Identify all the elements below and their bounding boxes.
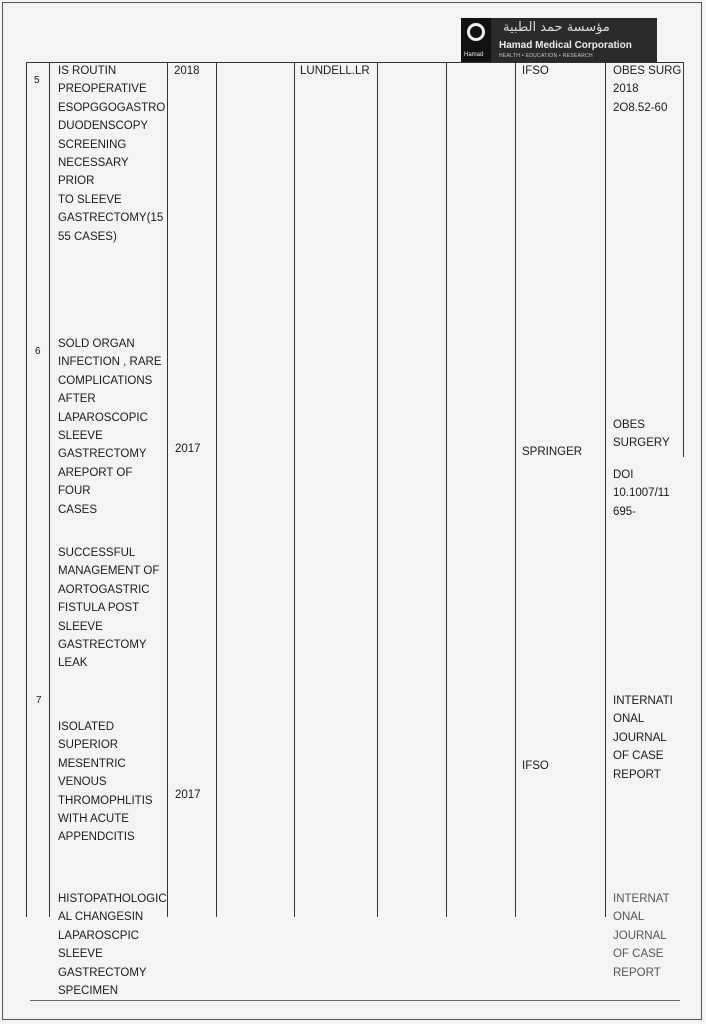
- article-society: IFSO: [522, 65, 549, 77]
- article-year: 2017: [175, 789, 201, 801]
- article-title: SOLD ORGAN INFECTION , RARE COMPLICATIONS AFTER LAPAROSCOPIC SLEEVE GASTRECTOMY AREPORT OF FOUR CASES: [58, 338, 162, 516]
- article-society: IFSO: [522, 760, 549, 772]
- article-society: SPRINGER: [522, 446, 583, 458]
- col-border-6: [446, 62, 447, 917]
- article-journal: INTERNATI ONAL JOURNAL OF CASE REPORT: [613, 695, 673, 781]
- col-border-3: [216, 62, 217, 917]
- logo-arabic-text: مؤسسة حمد الطبية: [503, 20, 610, 35]
- row-number: 6: [35, 346, 41, 357]
- col-border-4: [294, 62, 295, 917]
- article-title: HISTOPATHOLOGIC AL CHANGESIN LAPAROSCPIC SLEEVE GASTRECTOMY SPECIMEN: [58, 893, 167, 998]
- logo-mark-label: Hamad: [464, 52, 484, 58]
- article-title: IS ROUTIN PREOPERATIVE ESOPGGOGASTRO DUODENSCOPY SCREENING NECESSARY PRIOR TO SLEEVE GASTRECTOMY(15 55 CASES): [58, 65, 166, 243]
- row-number: 7: [36, 695, 42, 706]
- article-journal: INTERNAT ONAL JOURNAL OF CASE REPORT: [613, 893, 670, 979]
- article-title: SUCCESSFUL MANAGEMENT OF AORTOGASTRIC FISTULA POST SLEEVE GASTRECTOMY LEAK: [58, 547, 160, 670]
- logo-tagline: HEALTH • EDUCATION • RESEARCH: [499, 53, 593, 59]
- article-journal: OBES SURGERY: [613, 419, 670, 450]
- col-border-9: [683, 62, 684, 457]
- article-journal: OBES SURG 2018 2O8.52-60: [613, 65, 682, 114]
- hmc-logo-mark: [461, 18, 491, 62]
- col-border-7: [515, 62, 516, 917]
- row-number: 5: [34, 75, 40, 86]
- article-year: 2018: [174, 65, 200, 77]
- hmc-logo: [461, 18, 657, 62]
- hmc-emblem-icon: [467, 23, 485, 41]
- article-doi: DOI 10.1007/11 695-: [613, 469, 670, 518]
- col-border-5: [377, 62, 378, 917]
- article-year: 2017: [175, 443, 201, 455]
- col-border-2: [167, 62, 168, 917]
- article-title-secondary: ISOLATED SUPERIOR MESENTRIC VENOUS THROMOPHLITIS WITH ACUTE APPENDCITIS: [58, 721, 153, 844]
- col-border-1: [49, 62, 50, 917]
- col-border-0: [26, 62, 27, 917]
- article-author: LUNDELL.LR: [300, 65, 370, 77]
- logo-english-text: Hamad Medical Corporation: [499, 40, 632, 51]
- col-border-8: [605, 62, 606, 917]
